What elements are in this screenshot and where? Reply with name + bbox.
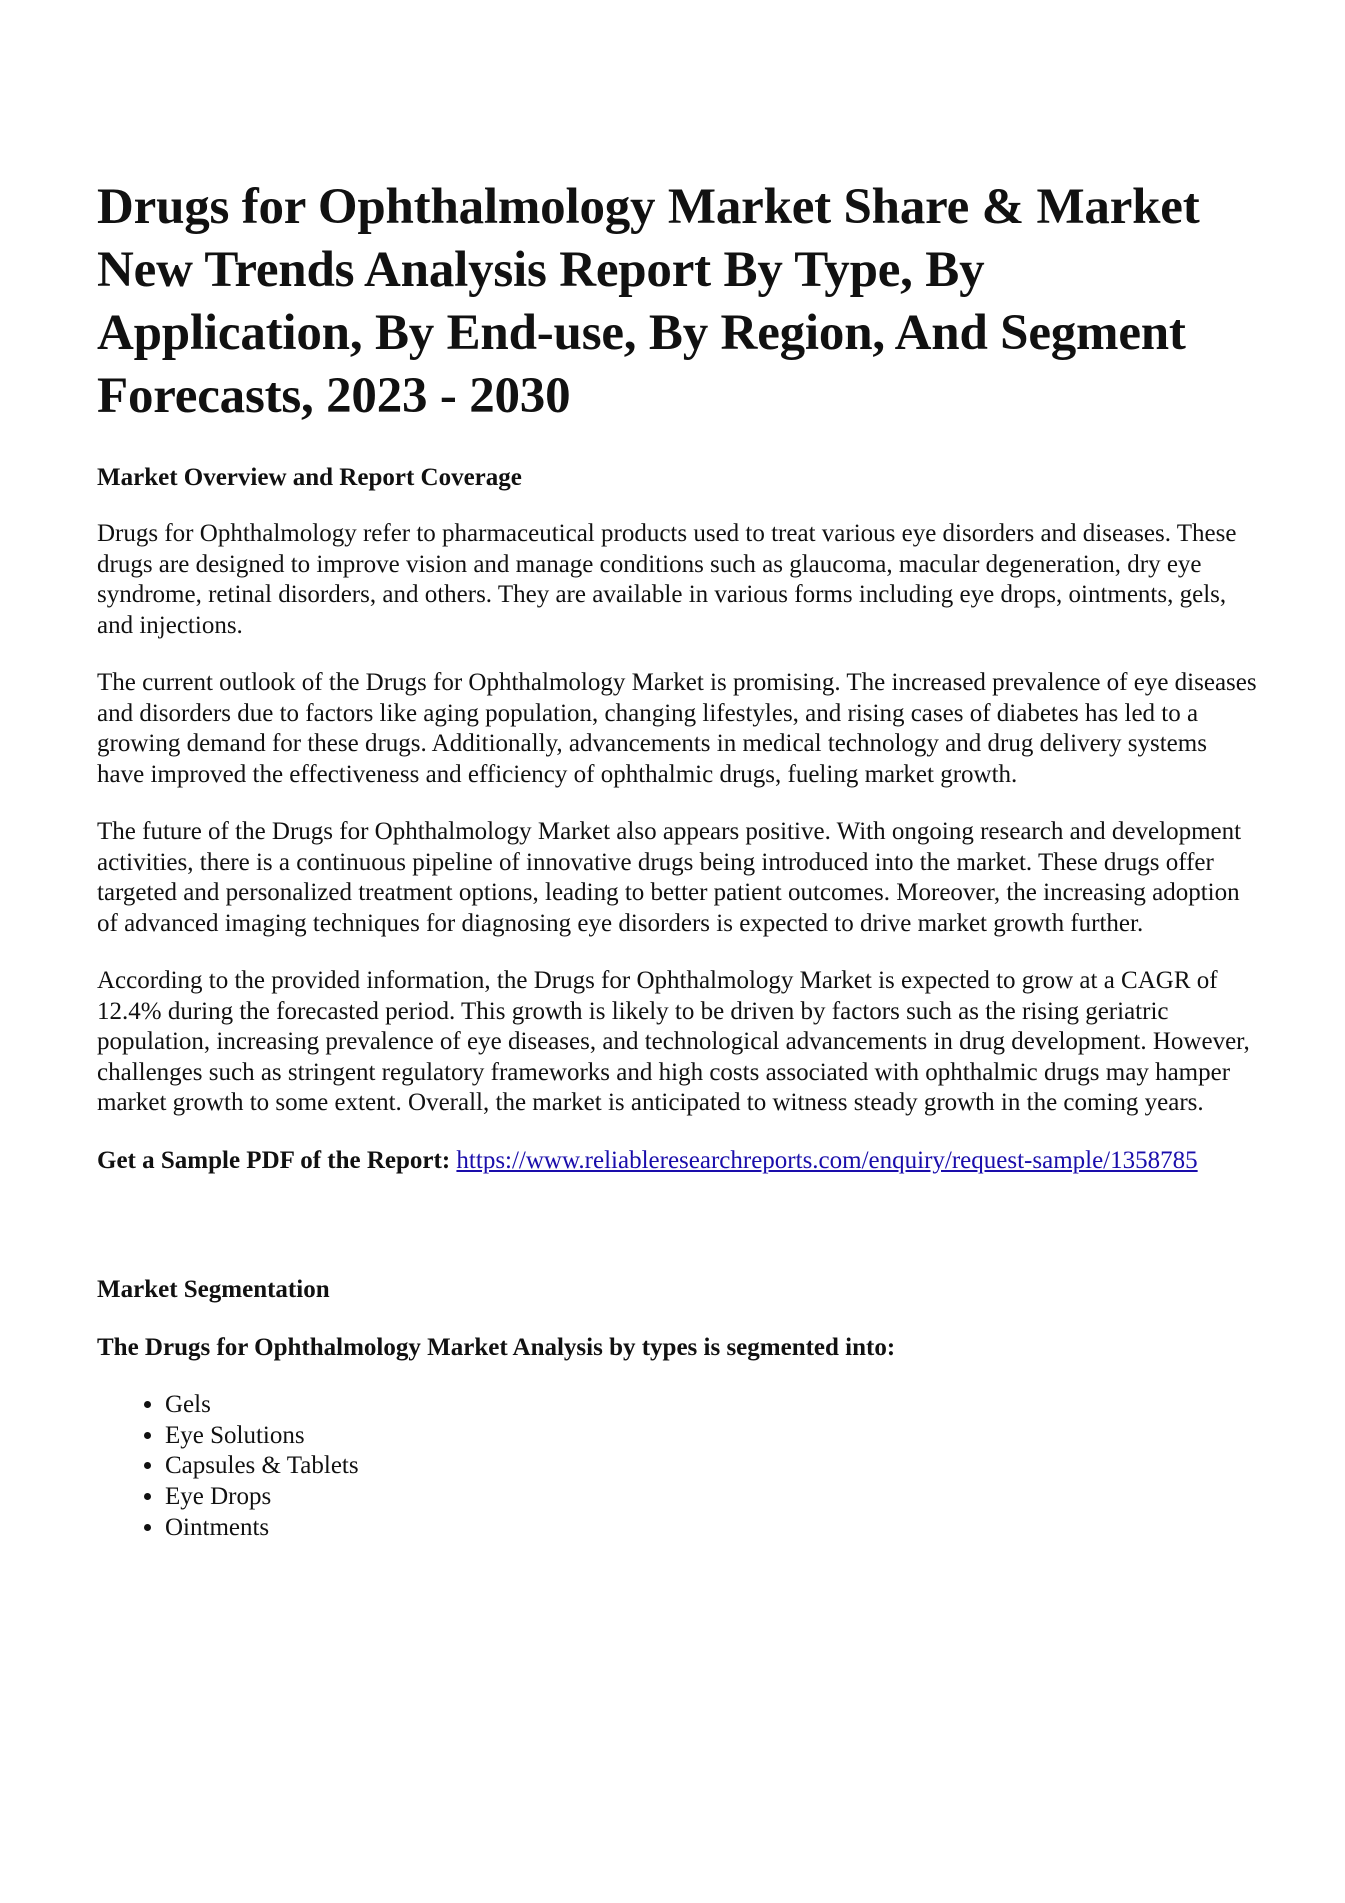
types-list: [97, 1390, 1257, 1544]
segmentation-heading: Market Segmentation: [97, 1276, 330, 1303]
list-item: • Ointments: [165, 1513, 1257, 1544]
overview-paragraph-1: Drugs for Ophthalmology refer to pharmaceutical products used to treat various eye disorders and diseases. These drugs are designed to improve vision and manage conditions such as glaucoma, macular degeneration, dry eye syndrome, retinal disorders, and others. They are available in various forms including eye drops, ointments, gels, and injections.: [97, 520, 1237, 639]
list-item: • Eye Solutions: [165, 1421, 1257, 1452]
list-item: • Eye Drops: [165, 1482, 1257, 1513]
list-item: • Capsules & Tablets: [165, 1451, 1257, 1482]
sample-pdf-link[interactable]: https://www.reliableresearchreports.com/enquiry/request-sample/1358785: [456, 1146, 1198, 1174]
sample-pdf-line: [97, 1146, 1257, 1177]
sample-pdf-label: Get a Sample PDF of the Report:: [97, 1146, 451, 1174]
overview-paragraph-4: According to the provided information, the Drugs for Ophthalmology Market is expected to grow at a CAGR of 12.4% during the forecasted period. This growth is likely to be driven by factors such as the rising geriatric population, increasing prevalence of eye diseases, and technological advancements in drug development. However, challenges such as stringent regulatory frameworks and high costs associated with ophthalmic drugs may hamper market growth to some extent. Overall, the market is anticipated to witness steady growth in the coming years.: [97, 967, 1250, 1116]
overview-paragraph-3: The future of the Drugs for Ophthalmology Market also appears positive. With ongoing research and development activities, there is a continuous pipeline of innovative drugs being introduced into the market. These drugs offer targeted and personalized treatment options, leading to better patient outcomes. Moreover, the increasing adoption of advanced imaging techniques for diagnosing eye disorders is expected to drive market growth further.: [97, 818, 1242, 937]
document-page: [97, 176, 1257, 1544]
types-heading: The Drugs for Ophthalmology Market Analysis by types is segmented into:: [97, 1334, 896, 1361]
overview-paragraph-2: The current outlook of the Drugs for Ophthalmology Market is promising. The increased prevalence of eye diseases and disorders due to factors like aging population, changing lifestyles, and rising cases of diabetes has led to a growing demand for these drugs. Additionally, advancements in medical technology and drug delivery systems have improved the effectiveness and efficiency of ophthalmic drugs, fueling market growth.: [97, 669, 1257, 788]
list-item: • Gels: [165, 1390, 1257, 1421]
overview-heading: Market Overview and Report Coverage: [97, 464, 522, 491]
page-title: Drugs for Ophthalmology Market Share & Market New Trends Analysis Report By Type, By Application, By End-use, By Region, And Segment Forecasts, 2023 - 2030: [97, 179, 1200, 424]
